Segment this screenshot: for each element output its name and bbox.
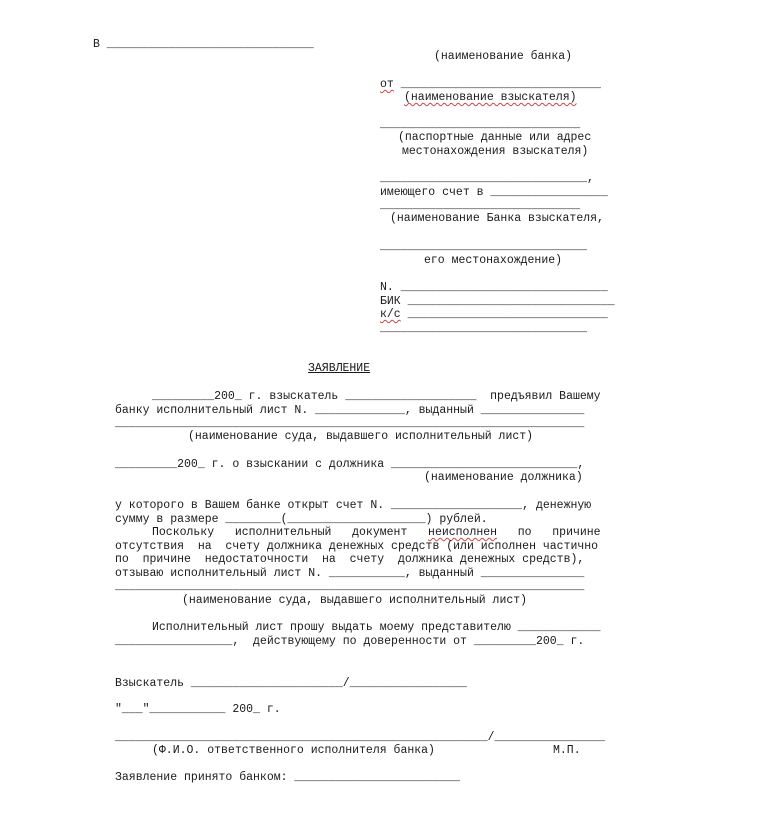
debtor-name-hint: (наименование должника): [424, 471, 583, 484]
bank-name-hint: (наименование банка): [434, 50, 573, 63]
court-name-hint: (наименование суда, выдавшего исполнительный лист): [182, 594, 528, 607]
body-line: _________200_ г. о взыскании с должника ___________________________,: [115, 458, 585, 471]
from-blank: _____________________________: [393, 78, 601, 91]
location-hint: его местонахождение): [424, 254, 563, 267]
body-line: ____________________________________________________________________: [115, 417, 585, 430]
blank-line: ______________________________: [380, 240, 588, 253]
body-line: Поскольку исполнительный документ неисполнен по причине: [152, 526, 601, 539]
account-line: имеющего счет в _________________: [380, 186, 608, 199]
body-line: Исполнительный лист прошу выдать моему представителю ____________: [152, 621, 601, 634]
body-line: у которого в Вашем банке открыт счет N. ___________________, денежную: [115, 499, 592, 512]
from-prefix: от: [380, 78, 394, 91]
court-name-hint: (наименование суда, выдавшего исполнительный лист): [188, 430, 534, 443]
claimant-name-hint: (наименование взыскателя): [404, 91, 577, 104]
from-line: [380, 78, 601, 91]
blank-line: _____________________________: [380, 199, 581, 212]
ks-prefix: к/с: [380, 308, 401, 321]
claimant-bank-hint: (наименование Банка взыскателя,: [390, 212, 604, 225]
bik-line: БИК ______________________________: [380, 295, 615, 308]
document-title: ЗАЯВЛЕНИЕ: [308, 362, 371, 375]
body-line: _________________, действующему по доверенности от _________200_ г.: [115, 635, 585, 648]
accepted-by-bank-line: Заявление принято банком: ________________________: [115, 771, 461, 784]
date-line: "___"___________ 200_ г.: [115, 703, 281, 716]
blank-line: _____________________________: [380, 118, 581, 131]
blank-line: ______________________________: [380, 322, 588, 335]
body-line: по причине недостаточности на счету должника денежных средств),: [115, 553, 585, 566]
misspelled-word: неисполнен: [428, 526, 498, 539]
body-line: ____________________________________________________________________: [115, 580, 585, 593]
executor-name-hint: (Ф.И.О. ответственного исполнителя банка): [152, 744, 435, 757]
blank-line: ______________________________,: [380, 172, 594, 185]
body-line: сумму в размере ________(____________________) рублей.: [115, 513, 488, 526]
ks-line: [380, 308, 608, 321]
ks-blank: _____________________________: [400, 308, 608, 321]
bank-signature-line: ______________________________________________________/________________: [115, 731, 605, 744]
stamp-place-label: М.П.: [553, 744, 581, 757]
passport-hint-2: местонахождения взыскателя): [402, 145, 589, 158]
body-line: отсутствия на счету должника денежных средств (или исполнен частично: [115, 540, 599, 553]
body-line: отзываю исполнительный лист N. ___________, выданный _______________: [115, 567, 585, 580]
claimant-signature-line: Взыскатель ______________________/_________________: [115, 677, 467, 690]
body-line: банку исполнительный лист N. _____________, выданный _______________: [115, 404, 585, 417]
addressee-line: В ______________________________: [93, 38, 314, 51]
body-line: _________200_ г. взыскатель ___________________ предъявил Вашему: [152, 390, 601, 403]
passport-hint-1: (паспортные данные или адрес: [398, 131, 592, 144]
number-line: N. ______________________________: [380, 281, 608, 294]
